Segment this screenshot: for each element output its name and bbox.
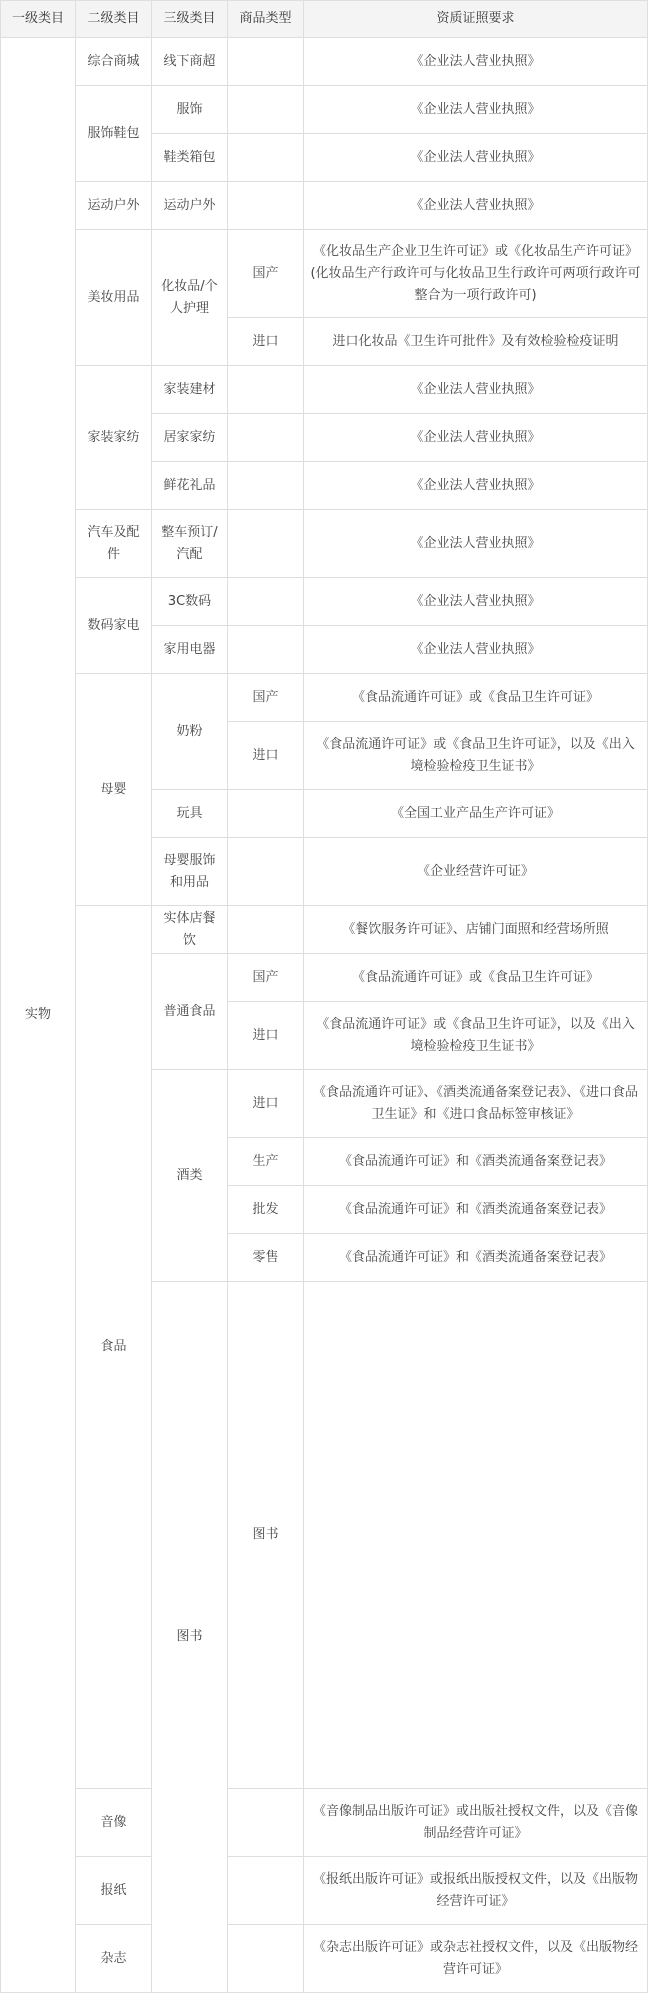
- level3-cell: 酒类: [152, 1070, 228, 1282]
- level3-cell: 普通食品: [152, 954, 228, 1070]
- level3-cell: 家装建材: [152, 366, 228, 414]
- type-cell: 进口: [228, 722, 304, 790]
- table-row: [1, 366, 648, 414]
- requirement-cell: 《食品流通许可证》或《食品卫生许可证》，以及《出入境检验检疫卫生证书》: [304, 1002, 648, 1070]
- type-cell: [228, 790, 304, 838]
- header-row: [1, 1, 648, 38]
- type-cell: 进口: [228, 318, 304, 366]
- level3-cell: 3C数码: [152, 578, 228, 626]
- type-cell: [228, 906, 304, 954]
- requirement-cell: 《企业经营许可证》: [304, 838, 648, 906]
- level2-cell: 家装家纺: [76, 366, 152, 510]
- level2-cell: 母婴: [76, 674, 152, 906]
- requirement-cell: 《企业法人营业执照》: [304, 182, 648, 230]
- level3-cell: 化妆品/个人护理: [152, 230, 228, 366]
- type-cell: [228, 182, 304, 230]
- header-level2: 二级类目: [76, 1, 152, 38]
- table-row: [1, 1789, 648, 1857]
- requirement-cell: 进口化妆品《卫生许可批件》及有效检验检疫证明: [304, 318, 648, 366]
- table-row: [1, 1857, 648, 1925]
- level2-cell: 汽车及配件: [76, 510, 152, 578]
- table-row: [1, 86, 648, 134]
- type-cell: [228, 510, 304, 578]
- requirement-cell: 《食品流通许可证》或《食品卫生许可证》: [304, 674, 648, 722]
- type-cell: [228, 578, 304, 626]
- type-cell: 生产: [228, 1138, 304, 1186]
- level3-cell: 杂志: [76, 1925, 152, 1993]
- requirement-cell: 《食品流通许可证》和《酒类流通备案登记表》: [304, 1186, 648, 1234]
- table-row: [1, 1925, 648, 1993]
- type-cell: 零售: [228, 1234, 304, 1282]
- header-level1: 一级类目: [1, 1, 76, 38]
- requirement-cell: 《企业法人营业执照》: [304, 134, 648, 182]
- type-cell: [228, 462, 304, 510]
- type-cell: 进口: [228, 1002, 304, 1070]
- type-cell: [228, 86, 304, 134]
- type-cell: [304, 1282, 648, 1789]
- level3-cell: 整车预订/汽配: [152, 510, 228, 578]
- table-row: [1, 510, 648, 578]
- level3-cell: 报纸: [76, 1857, 152, 1925]
- table-row: [1, 906, 648, 954]
- requirement-cell: 《企业法人营业执照》: [304, 626, 648, 674]
- requirement-cell: 《食品流通许可证》或《食品卫生许可证》: [304, 954, 648, 1002]
- requirement-cell: 《杂志出版许可证》或杂志社授权文件，以及《出版物经营许可证》: [304, 1925, 648, 1993]
- level2-cell: 数码家电: [76, 578, 152, 674]
- level3-cell: 线下商超: [152, 38, 228, 86]
- requirement-cell: 《企业法人营业执照》: [304, 578, 648, 626]
- level2-cell: 运动户外: [76, 182, 152, 230]
- level3-cell: 居家家纺: [152, 414, 228, 462]
- requirement-cell: 《食品流通许可证》和《酒类流通备案登记表》: [304, 1138, 648, 1186]
- level3-cell: 运动户外: [152, 182, 228, 230]
- type-cell: [228, 38, 304, 86]
- requirement-cell: 《企业法人营业执照》: [304, 510, 648, 578]
- table-row: [1, 182, 648, 230]
- level3-cell: 实体店餐饮: [152, 906, 228, 954]
- requirement-cell: 《化妆品生产企业卫生许可证》或《化妆品生产许可证》(化妆品生产行政许可与化妆品卫生行政许可两项行政许可整合为一项行政许可): [304, 230, 648, 318]
- type-cell: [228, 1925, 304, 1993]
- requirement-cell: 《食品流通许可证》或《食品卫生许可证》，以及《出入境检验检疫卫生证书》: [304, 722, 648, 790]
- level2-cell: 综合商城: [76, 38, 152, 86]
- level3-cell: 鲜花礼品: [152, 462, 228, 510]
- level2-cell: 图书: [152, 1282, 228, 1993]
- type-cell: [228, 1857, 304, 1925]
- type-cell: 进口: [228, 1070, 304, 1138]
- level3-cell: 母婴服饰和用品: [152, 838, 228, 906]
- requirement-cell: 《报纸出版许可证》或报纸出版授权文件，以及《出版物经营许可证》: [304, 1857, 648, 1925]
- table-header: [1, 1, 648, 38]
- requirement-cell: 《餐饮服务许可证》、店铺门面照和经营场所照: [304, 906, 648, 954]
- requirement-cell: 《企业法人营业执照》: [304, 366, 648, 414]
- requirement-cell: 《食品流通许可证》、《酒类流通备案登记表》、《进口食品卫生证》和《进口食品标签审核证》: [304, 1070, 648, 1138]
- level3-cell: 家用电器: [152, 626, 228, 674]
- requirement-cell: 《全国工业产品生产许可证》: [304, 790, 648, 838]
- table-row: [1, 38, 648, 86]
- level1-cell: 实物: [1, 38, 76, 1993]
- type-cell: 国产: [228, 954, 304, 1002]
- level3-cell: 图书: [228, 1282, 304, 1789]
- level3-cell: 鞋类箱包: [152, 134, 228, 182]
- table-row: [1, 674, 648, 722]
- header-product-type: 商品类型: [228, 1, 304, 38]
- type-cell: 国产: [228, 230, 304, 318]
- requirement-cell: 《企业法人营业执照》: [304, 38, 648, 86]
- table-body: [1, 38, 648, 1993]
- requirement-cell: 《企业法人营业执照》: [304, 462, 648, 510]
- type-cell: [228, 1789, 304, 1857]
- type-cell: [228, 626, 304, 674]
- level3-cell: 玩具: [152, 790, 228, 838]
- type-cell: [228, 366, 304, 414]
- type-cell: [228, 414, 304, 462]
- type-cell: 国产: [228, 674, 304, 722]
- requirement-cell: 《音像制品出版许可证》或出版社授权文件，以及《音像制品经营许可证》: [304, 1789, 648, 1857]
- level2-cell: 服饰鞋包: [76, 86, 152, 182]
- level2-cell: 食品: [76, 906, 152, 1789]
- requirement-cell: 《食品流通许可证》和《酒类流通备案登记表》: [304, 1234, 648, 1282]
- type-cell: [228, 134, 304, 182]
- header-level3: 三级类目: [152, 1, 228, 38]
- requirement-cell: 《企业法人营业执照》: [304, 86, 648, 134]
- table-row: [1, 578, 648, 626]
- header-requirement: 资质证照要求: [304, 1, 648, 38]
- table-row: [1, 230, 648, 318]
- level3-cell: 奶粉: [152, 674, 228, 790]
- requirement-cell: 《企业法人营业执照》: [304, 414, 648, 462]
- level3-cell: 服饰: [152, 86, 228, 134]
- type-cell: [228, 838, 304, 906]
- level3-cell: 音像: [76, 1789, 152, 1857]
- level2-cell: 美妆用品: [76, 230, 152, 366]
- type-cell: 批发: [228, 1186, 304, 1234]
